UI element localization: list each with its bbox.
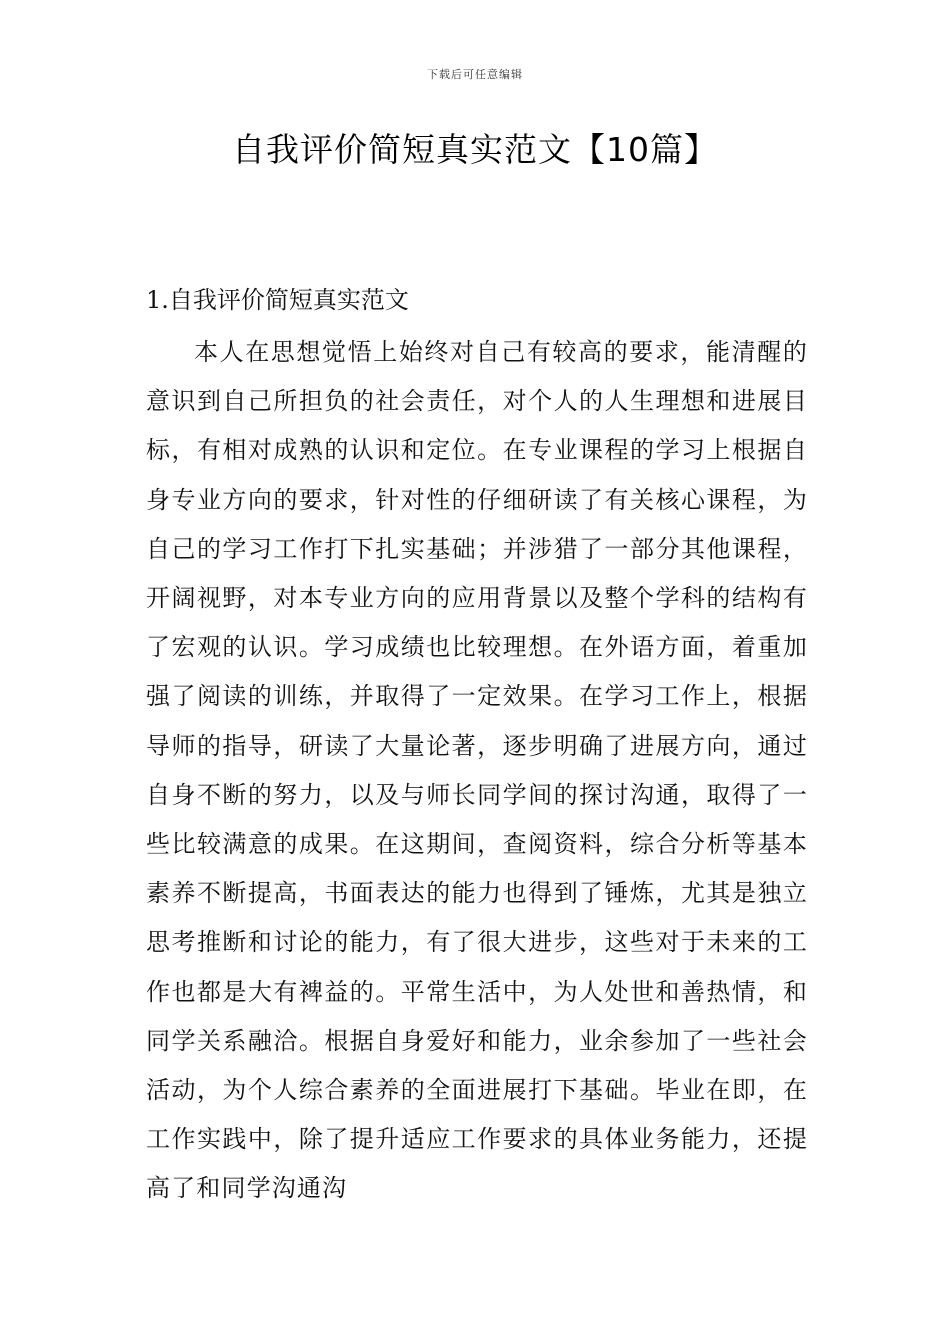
section-heading: 1.自我评价简短真实范文 [146,286,409,314]
document-title: 自我评价简短真实范文【10篇】 [232,130,718,169]
section-paragraph: 本人在思想觉悟上始终对自己有较高的要求，能清醒的意识到自己所担负的社会责任，对个人的人生理想和进展目标，有相对成熟的认识和定位。在专业课程的学习上根据自身专业方向的要求，针对性的仔细研读了有关核心课程，为自己的学习工作打下扎实基础；并涉猎了一部分其他课程，开阔视野，对本专业方向的应用背景以及整个学科的结构有了宏观的认识。学习成绩也比较理想。在外语方面，着重加强了阅读的训练，并取得了一定效果。在学习工作上，根据导师的指导，研读了大量论著，逐步明确了进展方向，通过自身不断的努力，以及与师长同学间的探讨沟通，取得了一些比较满意的成果。在这期间，查阅资料，综合分析等基本素养不断提高，书面表达的能力也得到了锤炼，尤其是独立思考推断和讨论的能力，有了很大进步，这些对于未来的工作也都是大有裨益的。平常生活中，为人处世和善热情，和同学关系融洽。根据自身爱好和能力，业余参加了一些社会活动，为个人综合素养的全面进展打下基础。毕业在即，在工作实践中，除了提升适应工作要求的具体业务能力，还提高了和同学沟通沟 [146,338,808,1203]
header-note: 下载后可任意编辑 [427,68,523,81]
